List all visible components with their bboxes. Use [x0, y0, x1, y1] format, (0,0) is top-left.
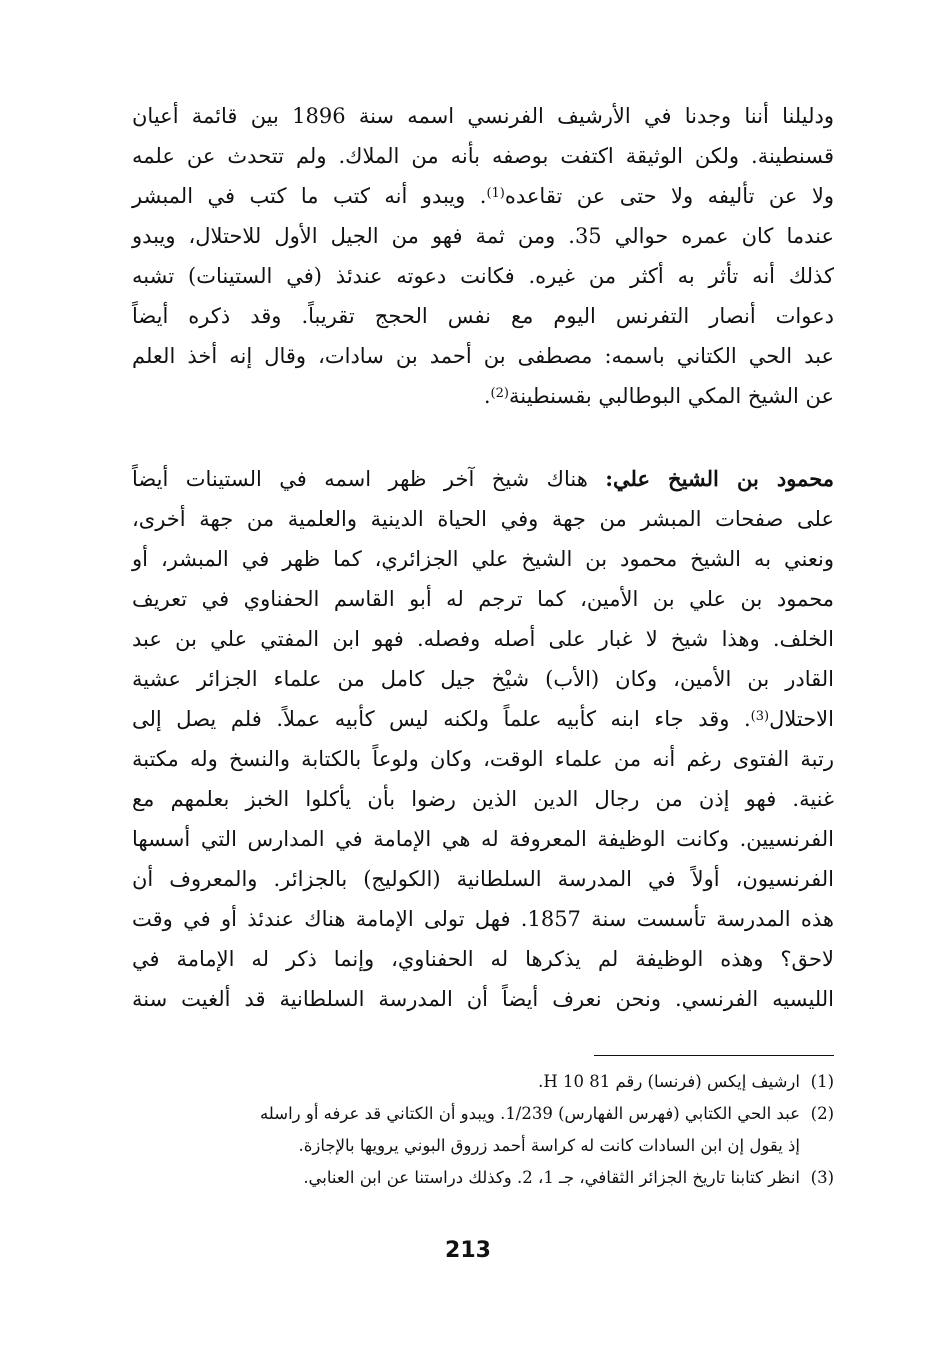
text-line: على صفحات المبشر من جهة وفي الحياة الدينية والعلمية من جهة أخرى،	[132, 507, 834, 531]
footnote-text: عبد الحي الكتابي (فهرس الفهارس) 1/239. ويبدو أن الكتاني قد عرفه أو راسله	[259, 1104, 800, 1123]
footnote-text: ارشيف إيكس (فرنسا) رقم 81 H 10.	[538, 1072, 800, 1091]
footnote-number: (1)	[810, 1072, 834, 1091]
text-line: رتبة الفتوى رغم أنه من علماء الوقت، وكان ولوعاً بالكتابة والنسخ وله مكتبة	[132, 747, 834, 771]
footnote-ref: (3)	[750, 709, 770, 724]
page-number: 213	[445, 1238, 491, 1263]
text-line: قسنطينة. ولكن الوثيقة اكتفت بوصفه بأنه من الملاك. ولم تتحدث عن علمه	[132, 144, 834, 168]
text-line: هذه المدرسة تأسست سنة 1857. فهل تولى الإمامة هناك عندئذ أو في وقت	[132, 907, 834, 931]
text-line	[132, 699, 834, 739]
text-line: ونعني به الشيخ محمود بن الشيخ علي الجزائري، كما ظهر في المبشر، أو	[132, 547, 834, 571]
footnote-ref: (2)	[490, 386, 509, 401]
text-line: ودليلنا أننا وجدنا في الأرشيف الفرنسي اسمه سنة 1896 بين قائمة أعيان	[132, 104, 834, 128]
text-line	[132, 459, 834, 499]
section-heading: محمود بن الشيخ علي:	[605, 466, 834, 491]
footnote-2	[132, 1098, 834, 1162]
text-segment: الاحتلال	[769, 707, 834, 731]
text-segment: . ويبدو أنه كتب ما كتب في المبشر	[132, 184, 487, 208]
paragraph-1	[132, 96, 834, 416]
text-line: الفرنسيين. وكانت الوظيفة المعروفة له هي الإمامة في المدارس التي أسسها	[132, 827, 834, 851]
text-segment: ولا عن تأليفه ولا حتى عن تقاعده	[504, 184, 834, 208]
text-line: الليسيه الفرنسي. ونحن نعرف أيضاً أن المدرسة السلطانية قد ألغيت سنة	[132, 987, 834, 1011]
footnote-number: (2)	[810, 1104, 834, 1123]
footnote-ref: (1)	[486, 186, 505, 201]
footnote-1	[132, 1066, 834, 1098]
paragraph-2	[132, 459, 834, 1019]
text-line: عبد الحي الكتاني باسمه: مصطفى بن أحمد بن سادات، وقال إنه أخذ العلم	[132, 344, 834, 368]
text-segment: . وقد جاء ابنه كأبيه علماً ولكنه ليس كأبيه عملاً. فلم يصل إلى	[132, 707, 751, 731]
text-line: لاحق؟ وهذه الوظيفة لم يذكرها له الحفناوي، وإنما ذكر له الإمامة في	[132, 947, 834, 971]
text-line: الفرنسيون، أولاً في المدرسة السلطانية (الكوليج) بالجزائر. والمعروف أن	[132, 867, 834, 891]
text-segment: هناك شيخ آخر ظهر اسمه في الستينات أيضاً	[132, 467, 606, 491]
text-line: دعوات أنصار التفرنس اليوم مع نفس الحجج تقريباً. وقد ذكره أيضاً	[132, 304, 834, 328]
footnote-text: انظر كتابنا تاريخ الجزائر الثقافي، جـ 1، 2. وكذلك دراستنا عن ابن العنابي.	[303, 1168, 800, 1187]
text-line	[132, 376, 834, 416]
text-line: الخلف. وهذا شيخ لا غبار على أصله وفصله. فهو ابن المفتي علي بن عبد	[132, 627, 834, 651]
footnote-text: إذ يقول إن ابن السادات كانت له كراسة أحمد زروق البوني يرويها بالإجازة.	[298, 1136, 800, 1155]
text-line	[132, 176, 834, 216]
text-line: كذلك أنه تأثر به أكثر من غيره. فكانت دعوته عندئذ (في الستينات) تشبه	[132, 264, 834, 288]
text-segment: .	[483, 384, 491, 408]
footnote-3	[132, 1162, 834, 1194]
text-line: محمود بن علي بن الأمين، كما ترجم له أبو القاسم الحفناوي في تعريف	[132, 587, 834, 611]
footnote-divider	[594, 1055, 834, 1056]
text-line: عندما كان عمره حوالي 35. ومن ثمة فهو من الجيل الأول للاحتلال، ويبدو	[132, 224, 834, 248]
text-line: غنية. فهو إذن من رجال الدين الذين رضوا بأن يأكلوا الخبز بعلمهم مع	[132, 787, 834, 811]
text-line: القادر بن الأمين، وكان (الأب) شيْخ جيل كامل من علماء الجزائر عشية	[132, 667, 834, 691]
footnotes	[132, 1066, 834, 1194]
text-segment: عن الشيخ المكي البوطالبي بقسنطينة	[508, 384, 834, 408]
footnote-number: (3)	[810, 1168, 834, 1187]
